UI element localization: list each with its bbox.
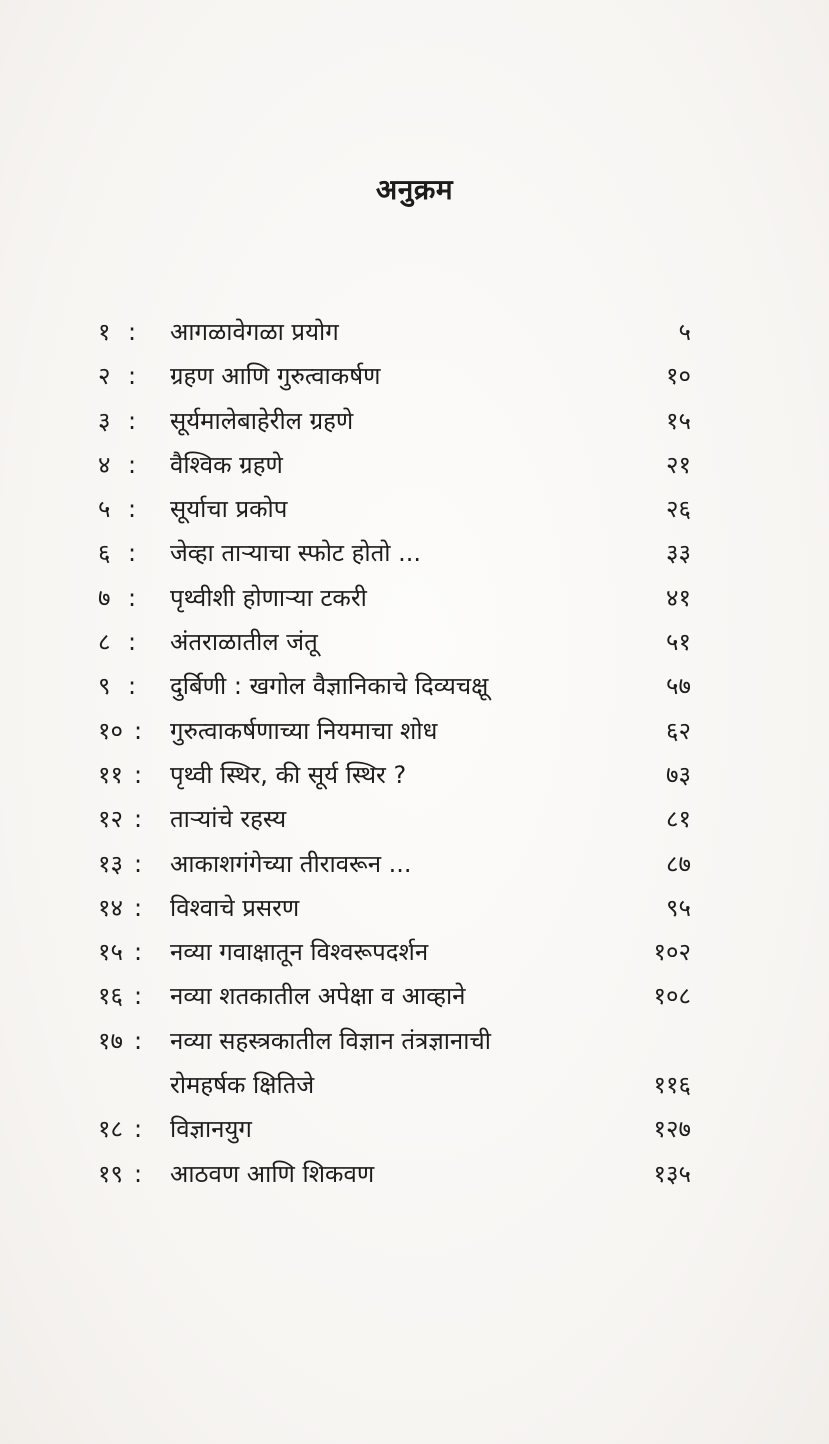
toc-entry-page-number: १३५ xyxy=(653,1159,691,1188)
toc-entry xyxy=(0,753,829,797)
toc-entry-number: १० xyxy=(98,716,123,745)
toc-entry-title: विज्ञानयुग xyxy=(170,1115,252,1144)
toc-entry-title: नव्या गवाक्षातून विश्वरूपदर्शन xyxy=(170,938,429,967)
toc-entry-separator: : xyxy=(134,1159,143,1188)
toc-entry-page-number: २१ xyxy=(666,450,691,479)
toc-entry xyxy=(0,886,829,930)
toc-entry-number: १२ xyxy=(98,805,123,834)
toc-entry-number: १३ xyxy=(98,849,123,878)
toc-entry-separator: : xyxy=(134,1026,143,1055)
toc-entry xyxy=(0,709,829,753)
toc-entry-page-number: ९५ xyxy=(666,893,691,922)
toc-entry-title: ताऱ्यांचे रहस्य xyxy=(170,805,287,834)
toc-entry-separator: : xyxy=(128,539,137,568)
toc-entry xyxy=(0,974,829,1018)
toc-entry-title: पृथ्वी स्थिर, की सूर्य स्थिर ? xyxy=(170,760,407,789)
toc-entry-separator: : xyxy=(134,849,143,878)
toc-entry xyxy=(0,576,829,620)
toc-entry-page-number: ८७ xyxy=(666,849,691,878)
toc-entry-number: १४ xyxy=(98,893,123,922)
toc-entry-page-number: ४१ xyxy=(666,583,691,612)
toc-entry-separator: : xyxy=(134,1115,143,1144)
toc-entry-title: वैश्विक ग्रहणे xyxy=(170,450,283,479)
toc-entry xyxy=(0,487,829,531)
table-of-contents xyxy=(0,310,829,1196)
toc-entry-number: १५ xyxy=(98,938,123,967)
toc-entry-page-number: २६ xyxy=(666,495,691,524)
toc-entry-separator: : xyxy=(134,938,143,967)
toc-entry-number: ३ xyxy=(98,406,111,435)
toc-entry-page-number: ११६ xyxy=(653,1071,691,1100)
toc-entry-title: जेव्हा ताऱ्याचा स्फोट होतो ... xyxy=(170,539,422,568)
toc-entry-separator: : xyxy=(128,450,137,479)
toc-entry-page-number: १०८ xyxy=(653,982,691,1011)
toc-entry-page-number: ५ xyxy=(678,318,691,346)
toc-entry-separator: : xyxy=(134,982,143,1011)
toc-entry-separator: : xyxy=(128,362,137,391)
toc-entry xyxy=(0,399,829,443)
toc-entry xyxy=(0,1063,829,1107)
toc-entry-separator: : xyxy=(128,583,137,612)
toc-entry-title: दुर्बिणी : खगोल वैज्ञानिकाचे दिव्यचक्षू xyxy=(170,672,489,701)
toc-entry-number: ८ xyxy=(98,628,111,657)
toc-entry-number: ५ xyxy=(98,495,111,524)
toc-entry xyxy=(0,620,829,664)
toc-entry-title: रोमहर्षक क्षितिजे xyxy=(170,1071,315,1100)
toc-entry-number: १८ xyxy=(98,1115,123,1144)
toc-entry-separator: : xyxy=(134,805,143,834)
toc-entry-separator: : xyxy=(134,716,143,745)
toc-entry-page-number: १२७ xyxy=(653,1115,691,1144)
toc-entry-separator: : xyxy=(134,893,143,922)
toc-entry-title: सूर्यमालेबाहेरील ग्रहणे xyxy=(170,406,354,435)
toc-entry-title: सूर्याचा प्रकोप xyxy=(170,495,288,524)
toc-entry-separator: : xyxy=(128,406,137,435)
toc-entry-number: ४ xyxy=(98,450,111,479)
toc-entry-separator: : xyxy=(134,760,143,789)
toc-entry-title: अंतराळातील जंतू xyxy=(170,628,318,657)
toc-entry-page-number: ८१ xyxy=(666,805,691,834)
toc-entry-page-number: ५१ xyxy=(666,628,691,657)
toc-entry-number: ७ xyxy=(98,583,111,612)
toc-entry-title: ग्रहण आणि गुरुत्वाकर्षण xyxy=(170,362,381,391)
toc-entry-page-number: ७३ xyxy=(666,760,691,789)
toc-entry xyxy=(0,664,829,708)
toc-entry-title: पृथ्वीशी होणाऱ्या टकरी xyxy=(170,583,367,612)
toc-entry xyxy=(0,1019,829,1063)
toc-entry-number: १७ xyxy=(98,1026,123,1055)
toc-entry-title: नव्या शतकातील अपेक्षा व आव्हाने xyxy=(170,982,466,1011)
toc-entry-title: आठवण आणि शिकवण xyxy=(170,1159,375,1188)
toc-entry xyxy=(0,310,829,354)
toc-entry-number: १९ xyxy=(98,1159,123,1188)
toc-entry xyxy=(0,797,829,841)
toc-entry-page-number: ३३ xyxy=(666,539,691,568)
toc-entry-page-number: ५७ xyxy=(666,672,691,701)
toc-entry xyxy=(0,1152,829,1196)
toc-entry xyxy=(0,842,829,886)
toc-entry-page-number: १०२ xyxy=(653,938,691,967)
toc-entry-number: ९ xyxy=(98,672,111,701)
toc-entry-separator: : xyxy=(128,628,137,657)
toc-entry-number: ११ xyxy=(98,760,123,789)
toc-entry-page-number: १५ xyxy=(666,406,691,435)
toc-entry-page-number: १० xyxy=(666,362,691,391)
toc-entry-page-number: ६२ xyxy=(666,716,691,745)
toc-entry-separator: : xyxy=(128,318,137,346)
toc-entry-title: विश्वाचे प्रसरण xyxy=(170,893,300,922)
toc-entry-title: आगळावेगळा प्रयोग xyxy=(170,318,339,346)
page-title: अनुक्रम xyxy=(375,173,454,206)
toc-entry-number: १६ xyxy=(98,982,123,1011)
toc-entry xyxy=(0,443,829,487)
toc-entry xyxy=(0,531,829,575)
toc-entry-separator: : xyxy=(128,495,137,524)
toc-entry-title: गुरुत्वाकर्षणाच्या नियमाचा शोध xyxy=(170,716,438,745)
toc-entry xyxy=(0,354,829,398)
toc-entry-number: २ xyxy=(98,362,111,391)
toc-entry-title: नव्या सहस्त्रकातील विज्ञान तंत्रज्ञानाची xyxy=(170,1026,491,1055)
toc-entry-title: आकाशगंगेच्या तीरावरून ... xyxy=(170,849,412,878)
toc-entry xyxy=(0,930,829,974)
toc-entry-number: ६ xyxy=(98,539,111,568)
toc-entry-number: १ xyxy=(98,318,111,346)
toc-entry-separator: : xyxy=(128,672,137,701)
toc-entry xyxy=(0,1107,829,1151)
